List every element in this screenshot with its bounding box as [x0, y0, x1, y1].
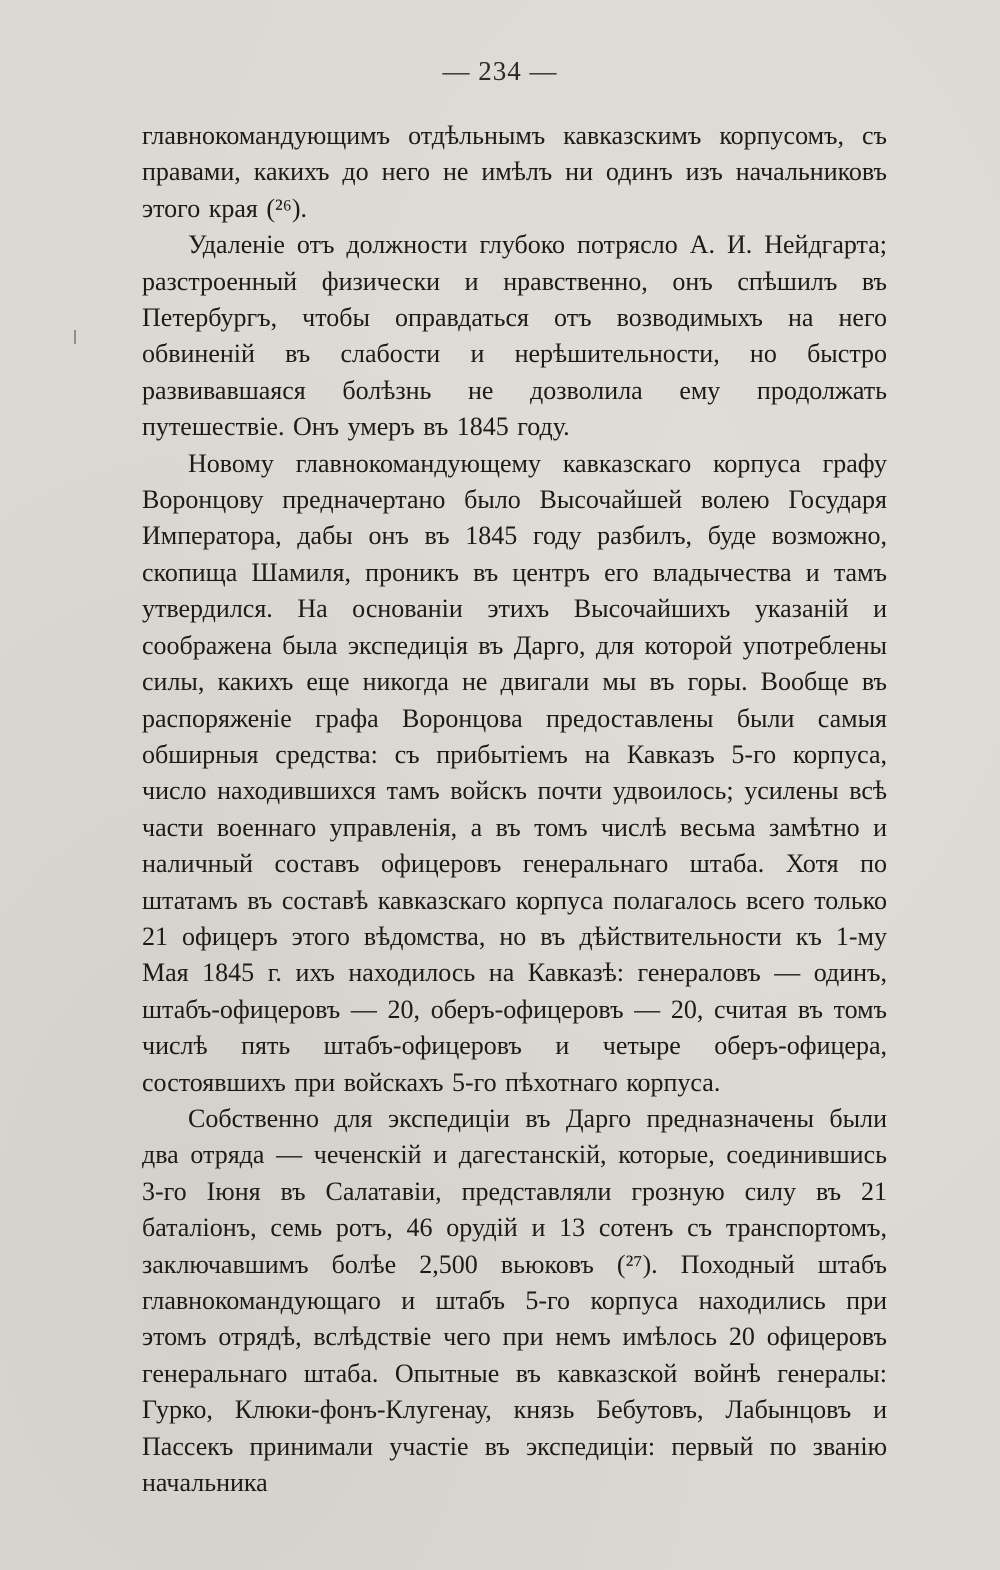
- paragraph-continuation: главнокомандующимъ отдѣльнымъ кавказскимъ корпусомъ, съ правами, какихъ до него не имѣлъ ни одинъ изъ начальниковъ этого края (²⁶).: [142, 121, 887, 223]
- paragraph-dargo-expedition: Собственно для экспедиціи въ Дарго предназначены были два отряда — чеченскій и дагестанскій, которые, соединившись 3-го Іюня въ Салатавіи, представляли грозную силу въ 21 баталіонъ, семь ротъ, 46 орудій и 13 сотенъ съ транспортомъ, заключавшимъ болѣе 2,500 вьюковъ (²⁷). Походный штабъ главнокомандующаго и штабъ 5-го корпуса находились при этомъ отрядѣ, вслѣдствіе чего при немъ имѣлось 20 офицеровъ генеральнаго штаба. Опытные въ кавказской войнѣ генералы: Гурко, Клюки-фонъ-Клугенау, князь Бебутовъ, Лабынцовъ и Пассекъ принимали участіе въ экспедиціи: первый по званію начальника: [142, 1103, 887, 1498]
- body-text: [142, 118, 887, 1501]
- margin-mark: [74, 330, 76, 344]
- paragraph-neidgart: Удаленіе отъ должности глубоко потрясло А. И. Нейдгарта; разстроенный физически и нравственно, онъ спѣшилъ въ Петербургъ, чтобы оправдаться отъ возводимыхъ на него обвиненій въ слабости и нерѣшительности, но быстро развивавшаяся болѣзнь не дозволила ему продолжать путешествіе. Онъ умеръ въ 1845 году.: [142, 230, 887, 442]
- paragraph-vorontsov: Новому главнокомандующему кавказскаго корпуса графу Воронцову предначертано было Высочайшей волею Государя Императора, дабы онъ въ 1845 году разбилъ, буде возможно, скопища Шамиля, проникъ въ центръ его владычества и тамъ утвердился. На основаніи этихъ Высочайшихъ указаній и соображена была экспедиція въ Дарго, для которой употреблены силы, какихъ еще никогда не двигали мы въ горы. Вообще въ распоряженіе графа Воронцова предоставлены были самыя обширныя средства: съ прибытіемъ на Кавказъ 5-го корпуса, число находившихся тамъ войскъ почти удвоилось; усилены всѣ части военнаго управленія, а въ томъ числѣ весьма замѣтно и наличный составъ офицеровъ генеральнаго штаба. Хотя по штатамъ въ составѣ кавказскаго корпуса полагалось всего только 21 офицеръ этого вѣдомства, но въ дѣйствительности къ 1-му Мая 1845 г. ихъ находилось на Кавказѣ: генераловъ — одинъ, штабъ-офицеровъ — 20, оберъ-офицеровъ — 20, считая въ томъ числѣ пять штабъ-офицеровъ и четыре оберъ-офицера, состоявшихъ при войскахъ 5-го пѣхотнаго корпуса.: [142, 448, 887, 1097]
- page-number: — 234 —: [442, 56, 558, 86]
